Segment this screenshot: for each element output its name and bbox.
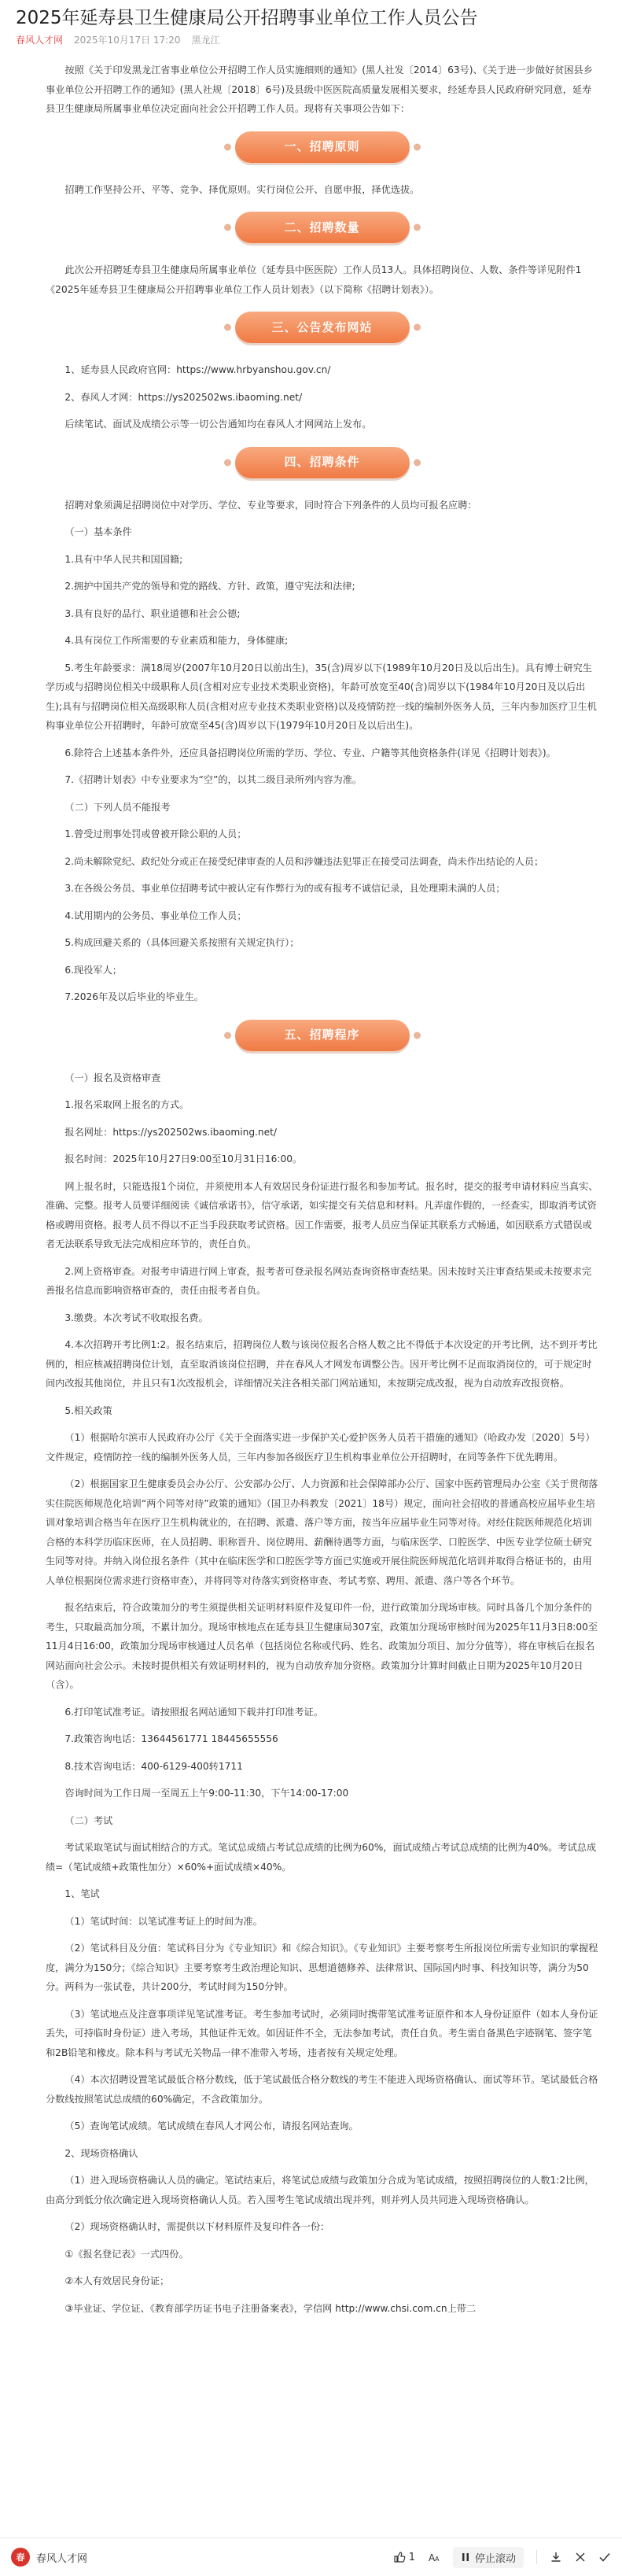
paragraph: （2）根据国家卫生健康委员会办公厅、公安部办公厅、人力资源和社会保障部办公厅、国家中医药管理局办公室《关于贯彻落实住院医师规范化培训“两个同等对待”政策的通知》（国卫办科教发〔2021〕18号）规定，面向社会招收的普通高校应届毕业生培训对象培训合格当年在医疗卫生机构就业的，在招聘、派遣、落户等方面，按当年应届毕业生同等对待。对经住院医师规范化培训合格的本科学历临床医师，在人员招聘、职称晋升、岗位聘用、薪酬待遇等方面，与临床医学、口腔医学、中医专业学位硕士研究生同等对待。并纳入岗位报名条件（其中在临床医学和口腔医学等方面已实施或开展住院医师规范化培训并取得合格证书的，由用人单位根据岗位需求进行资格审查），并将同等对待落实到资格审查、考试考察、聘用、派遣、落户等各个环节。 (46, 1478, 598, 1586)
stop-scroll-button[interactable] (453, 2547, 524, 2568)
like-count: 1 (408, 2551, 415, 2563)
list-item: 1.曾受过刑事处罚或曾被开除公职的人员； (64, 829, 247, 840)
stop-scroll-label: 停止滚动 (474, 2552, 516, 2565)
list-item: 2.拥护中国共产党的领导和党的路线、方针、政策，遵守宪法和法律; (64, 581, 355, 592)
download-button[interactable] (550, 2551, 562, 2563)
paragraph: 网上报名时，只能选报1个岗位，并须使用本人有效居民身份证进行报名和参加考试。报名时，提交的报考申请材料应当真实、准确、完整。报考人员要详细阅读《诚信承诺书》，信守承诺，如实提交有关信息和材料。凡弄虚作假的，一经查实，即取消考试资格或聘用资格。报考人员不得以不正当手段获取考试资格。因工作需要，报考人员应当保证其联系方式畅通，如因联系方式错误或者无法联系导致无法完成相应环节的，责任自负。 (46, 1180, 598, 1249)
article-title: 2025年延寿县卫生健康局公开招聘事业单位工作人员公告 (16, 8, 478, 28)
section-title: 三、公告发布网站 (235, 312, 410, 343)
check-icon (598, 2551, 611, 2563)
section-banner-procedure (46, 1020, 598, 1051)
svg-text:A: A (434, 2556, 440, 2563)
paragraph: 咨询时间为工作日周一至周五上午9:00-11:30，下午14:00-17:00 (64, 1788, 349, 1799)
subheading: （一）基本条件 (64, 526, 132, 537)
paragraph: 2.网上资格审查。对报考申请进行网上审查，报考者可登录报名网站查询资格审查结果。因未按时关注审查结果或未按要求完善报名信息而影响资格审查的，责任由报考者自负。 (46, 1265, 592, 1296)
subheading: （二）考试 (64, 1814, 113, 1826)
list-item: 5.构成回避关系的（具体回避关系按照有关规定执行）； (64, 937, 300, 948)
list-item: 5.考生年龄要求：满18周岁(2007年10月20日以前出生)，35(含)周岁以下(1989年10月20日及以后出生)。具有博士研究生学历或与招聘岗位相关中级职称人员(含相对应专业技术类职业资格)，年龄可放宽至40(含)周岁以下(1984年10月20日及以后出生);具有与招聘岗位相关高级职称人员(含相对应专业技术类职业资格)以及疫情防控一线的编制外医务人员，三年内参加医疗卫生机构事业单位公开招聘时，年龄可放宽至45(含)周岁以下(1979年10月20日及以后出生)。 (46, 662, 597, 731)
thumbs-up-icon (393, 2551, 406, 2563)
paragraph: 招聘工作坚持公开、平等、竞争、择优原则。实行岗位公开、自愿申报，择优选拔。 (64, 183, 420, 195)
pause-icon (461, 2552, 470, 2562)
like-button[interactable] (393, 2551, 415, 2563)
paragraph: 5.相关政策 (64, 1404, 112, 1416)
list-item: 1.具有中华人民共和国国籍; (64, 553, 183, 565)
paragraph: （1）笔试时间：以笔试准考证上的时间为准。 (64, 1915, 263, 1927)
list-item: ②本人有效居民身份证； (64, 2275, 170, 2286)
font-size-button[interactable] (428, 2551, 440, 2563)
list-item: 4.具有岗位工作所需要的专业素质和能力，身体健康; (64, 635, 289, 646)
subheading: （二）下列人员不能报考 (64, 801, 171, 813)
section-banner-principle (46, 131, 598, 163)
paragraph: （3）笔试地点及注意事项详见笔试准考证。考生参加考试时，必须同时携带笔试准考证原件和本人身份证原件（如本人身份证丢失，可持临时身份证）进入考场，其他证件无效。如因证件不全，无法参加考试，责任自负。考生需自备黑色字迹钢笔、签字笔和2B铅笔和橡皮。除本科与考试无关物品一律不准带入考场，违者按有关规定处理。 (46, 2008, 598, 2058)
paragraph: 后续笔试、面试及成绩公示等一切公告通知均在春风人才网网站上发布。 (64, 419, 372, 430)
list-item: ③毕业证、学位证、《教育部学历证书电子注册备案表》，学信网 http://www.chsi.com.cn上带二 (64, 2302, 477, 2314)
paragraph: （4）本次招聘设置笔试最低合格分数线，低于笔试最低合格分数线的考生不能进入现场资格确认、面试等环节。笔试最低合格分数线按照笔试总成绩的60%确定，不含政策加分。 (46, 2074, 598, 2105)
paragraph: 报名结束后，符合政策加分的考生须提供相关证明材料原件及复印件一份，进行政策加分现场审核。同时具备几个加分条件的考生，只取最高加分项，不累计加分。现场审核地点在延寿县卫生健康局307室，政策加分现场审核时间为2025年11月3日8:00至11月4日16:00，政策加分现场审核通过人员名单（包括岗位名称或代码、姓名、政策加分项目、加分分值等），将在审核后在报名网站面向社会公示。未按时提供相关有效证明材料的，视为自动放弃加分资格。政策加分计算时间截止日期为2025年10月20日（含）。 (46, 1602, 598, 1690)
section-title: 二、招聘数量 (235, 212, 410, 243)
paragraph: （1）进入现场资格确认人员的确定。笔试结束后，将笔试总成绩与政策加分合成为笔试成绩，按照招聘岗位的人数1:2比例，由高分到低分依次确定进入现场资格确认人员。若入围考生笔试成绩出现并列，则并列人员共同进入现场资格确认。 (46, 2175, 594, 2205)
list-item: 3.具有良好的品行、职业道德和社会公德; (64, 607, 241, 619)
close-button[interactable] (575, 2552, 586, 2563)
confirm-button[interactable] (598, 2551, 611, 2563)
source-name[interactable]: 春风人才网 (36, 2552, 88, 2565)
link-paragraph[interactable]: 报名网址：https://ys202502ws.ibaoming.net/ (64, 1126, 278, 1138)
article-meta (16, 33, 606, 46)
source-avatar[interactable]: 春 (11, 2548, 30, 2567)
publish-date: 2025年10月17日 17:20 (74, 35, 181, 46)
divider (536, 2550, 537, 2564)
paragraph: 1、笔试 (64, 1888, 100, 1899)
paragraph: 招聘对象须满足招聘岗位中对学历、学位、专业等要求，同时符合下列条件的人员均可报名应聘： (64, 499, 477, 511)
paragraph: 此次公开招聘延寿县卫生健康局所属事业单位（延寿县中医医院）工作人员13人。具体招聘岗位、人数、条件等详见附件1《2025年延寿县卫生健康局公开招聘事业单位工作人员计划表》（以下简称《招聘计划表》）。 (46, 264, 582, 295)
list-item: 6.现役军人； (64, 964, 122, 976)
publish-location: 黑龙江 (191, 35, 220, 46)
paragraph: 1.报名采取网上报名的方式。 (64, 1099, 190, 1110)
list-item: ①《报名登记表》一式四份。 (64, 2248, 189, 2260)
list-item: 4.试用期内的公务员、事业单位工作人员； (64, 910, 247, 921)
paragraph: 8.技术咨询电话：400-6129-400转1711 (64, 1760, 243, 1772)
section-banner-websites (46, 312, 598, 343)
list-item: 7.2026年及以后毕业的毕业生。 (64, 991, 204, 1002)
paragraph: 4.本次招聘开考比例1:2。报名结束后，招聘岗位人数与该岗位报名合格人数之比不得低于本次设定的开考比例，达不到开考比例的，相应核减招聘岗位计划，直至取消该岗位招聘，并在春风人才网发布调整公告。因开考比例不足而取消岗位的，可于规定时间内改报其他岗位，并且只有1次改报机会，详细情况关注各相关部门网站通知，未按期完成改报，视为自动放弃改报资格。 (46, 1339, 598, 1389)
section-title: 四、招聘条件 (235, 447, 410, 478)
svg-text:A: A (428, 2552, 436, 2563)
paragraph: 7.政策咨询电话：13644561771 18445655556 (64, 1733, 278, 1744)
paragraph: （2）笔试科目及分值：笔试科目分为《专业知识》和《综合知识》。《专业知识》主要考察考生所报岗位所需专业知识的掌握程度，满分为150分；《综合知识》主要考察考生政治理论知识、思想道德修养、法律常识、国际国内时事、科技知识等，满分为50分。两科为一张试卷，共计200分，考试时间为150分钟。 (46, 1943, 598, 1992)
section-title: 一、招聘原则 (235, 131, 410, 163)
paragraph: （1）根据哈尔滨市人民政府办公厅《关于全面落实进一步保护关心爱护医务人员若干措施的通知》（哈政办发〔2020〕5号）文件规定，疫情防控一线的编制外医务人员，三年内参加各级医疗卫生机构事业单位公开招聘时，在同等条件下优先聘用。 (46, 1432, 595, 1463)
article-body (0, 61, 622, 2318)
download-icon (550, 2551, 562, 2563)
link-paragraph[interactable]: 2、春风人才网：https://ys202502ws.ibaoming.net/ (64, 391, 303, 403)
section-title: 五、招聘程序 (235, 1020, 410, 1051)
link-paragraph[interactable]: 1、延寿县人民政府官网：https://www.hrbyanshou.gov.cn/ (64, 364, 331, 375)
font-size-icon (428, 2551, 440, 2563)
paragraph: （2）现场资格确认时，需提供以下材料原件及复印件各一份： (64, 2221, 330, 2232)
paragraph: （5）查询笔试成绩。笔试成绩在春风人才网公布，请报名网站查询。 (64, 2120, 359, 2131)
close-icon (575, 2552, 586, 2563)
list-item: 7.《招聘计划表》中专业要求为“空”的，以其二级目录所列内容为准。 (64, 774, 363, 785)
list-item: 2.尚未解除党纪、政纪处分或正在接受纪律审查的人员和涉嫌违法犯罪正在接受司法调查，尚未作出结论的人员； (64, 855, 544, 867)
paragraph: 报名时间：2025年10月27日9:00至10月31日16:00。 (64, 1153, 303, 1164)
list-item: 6.除符合上述基本条件外，还应具备招聘岗位所需的学历、学位、专业、户籍等其他资格条件(详见《招聘计划表》)。 (64, 747, 556, 758)
source-link[interactable]: 春风人才网 (16, 35, 64, 46)
section-banner-conditions (46, 447, 598, 478)
section-banner-quantity (46, 212, 598, 243)
paragraph: 6.打印笔试准考证。请按照报名网站通知下载并打印准考证。 (64, 1706, 323, 1718)
paragraph: 3.缴费。本次考试不收取报名费。 (64, 1312, 208, 1323)
bottom-toolbar (0, 2537, 622, 2576)
subheading: （一）报名及资格审查 (64, 1072, 161, 1083)
paragraph: 考试采取笔试与面试相结合的方式。笔试总成绩占考试总成绩的比例为60%，面试成绩占考试总成绩的比例为40%。考试总成绩=（笔试成绩+政策性加分）×60%+面试成绩×40%。 (46, 1842, 597, 1873)
paragraph: 2、现场资格确认 (64, 2147, 138, 2159)
list-item: 3.在各级公务员、事业单位招聘考试中被认定有作弊行为的或有报考不诚信记录，且处理期未满的人员； (64, 883, 506, 894)
paragraph: 按照《关于印发黑龙江省事业单位公开招聘工作人员实施细则的通知》(黑人社发〔2014〕63号)、《关于进一步做好贫困县乡事业单位公开招聘工作的通知》(黑人社规〔2018〕6号)及县级中医医院高质量发展相关要求，经延寿县人民政府研究同意，延寿县卫生健康局所属事业单位决定面向社会公开招聘工作人员。现将有关事项公告如下： (46, 65, 593, 114)
